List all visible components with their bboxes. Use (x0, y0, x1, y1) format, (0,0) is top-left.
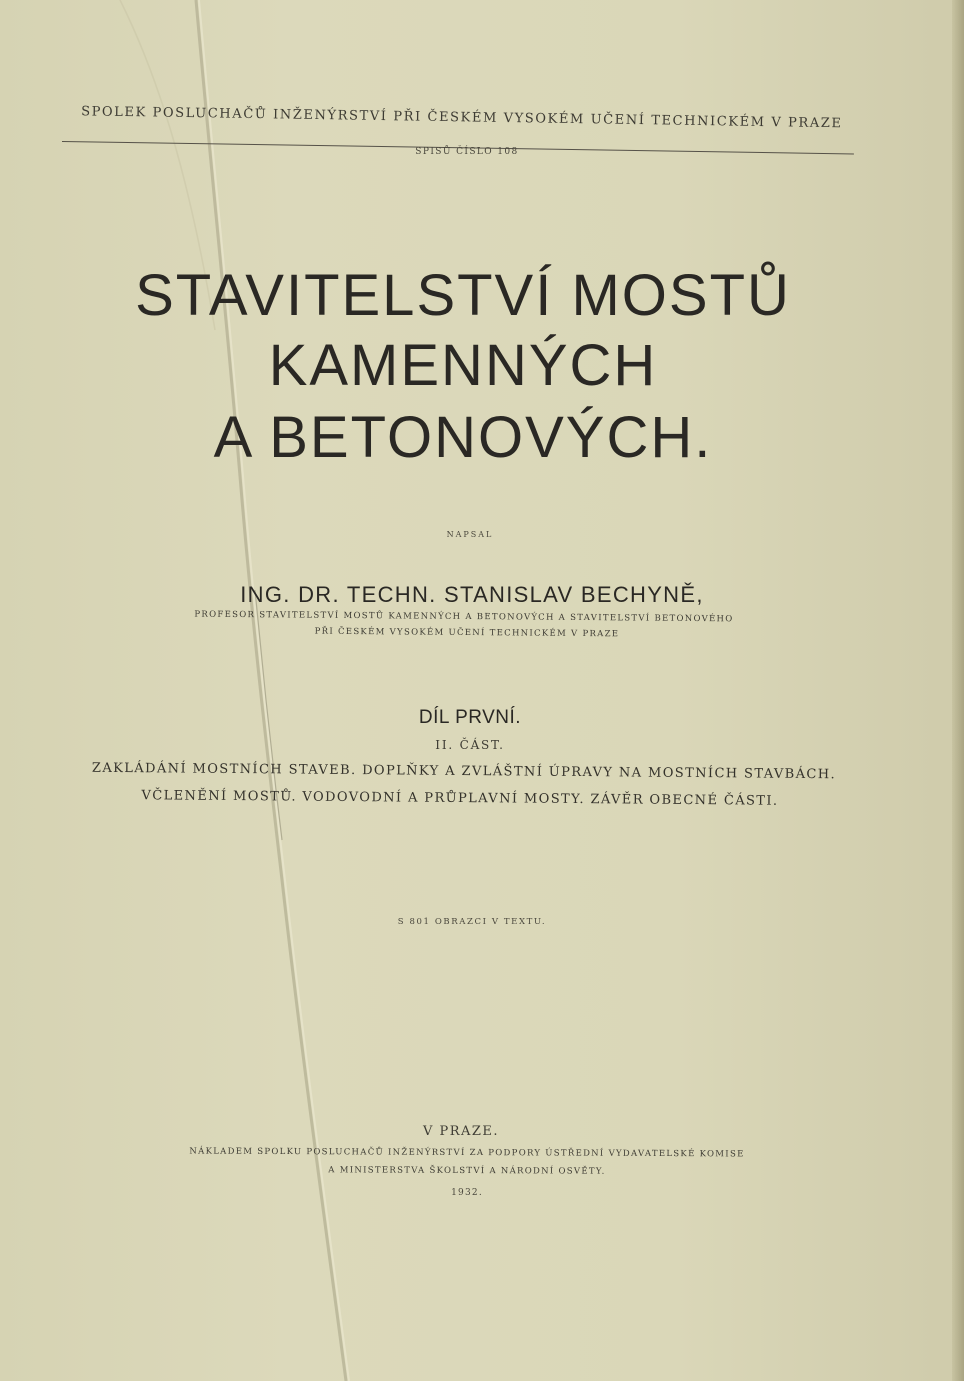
publication-year: 1932. (451, 1188, 483, 1198)
figures-note: S 801 OBRAZCI V TEXTU. (397, 917, 547, 927)
book-title-line-1: STAVITELSTVÍ MOSTŮ (135, 263, 791, 328)
book-title-line-3: A BETONOVÝCH. (213, 405, 713, 470)
contents-line-1: ZAKLÁDÁNÍ MOSTNÍCH STAVEB. DOPLŇKY A ZVLÁŠTNÍ ÚPRAVY NA MOSTNÍCH STAVBÁCH. (91, 760, 837, 783)
contents-line-2: VČLENĚNÍ MOSTŮ. VODOVODNÍ A PRŮPLAVNÍ MOSTY. ZÁVĚR OBECNÉ ČÁSTI. (141, 788, 779, 809)
book-title-line-2: KAMENNÝCH (268, 333, 658, 398)
publisher-line-2: A MINISTERSTVA ŠKOLSTVÍ A NÁRODNÍ OSVĚTY. (328, 1165, 606, 1177)
author-position-line-2: PŘI ČESKÉM VYSOKÉM UČENÍ TECHNICKÉM V PRAZE (314, 626, 620, 640)
page-edge (952, 0, 964, 1381)
imprint-city: V PRAZE. (422, 1124, 500, 1139)
author-position-line-1: PROFESOR STAVITELSTVÍ MOSTŮ KAMENNÝCH A BETONOVÝCH A STAVITELSTVÍ BETONOVÉHO (194, 609, 734, 625)
volume-part: DÍL PRVNÍ. (418, 707, 522, 728)
volume-section: II. ČÁST. (435, 738, 505, 752)
publisher-line-1: NÁKLADEM SPOLKU POSLUCHAČŮ INŽENÝRSTVÍ ZA PODPORY ÚSTŘEDNÍ VYDAVATELSKÉ KOMISE (189, 1146, 745, 1160)
written-by-label: NAPSAL (446, 530, 494, 539)
author-name: ING. DR. TECHN. STANISLAV BECHYNĚ, (240, 582, 704, 607)
society-heading: SPOLEK POSLUCHAČŮ INŽENÝRSTVÍ PŘI ČESKÉM VYSOKÉM UČENÍ TECHNICKÉM V PRAZE (81, 104, 843, 132)
series-number: SPISŮ ČÍSLO 108 (415, 147, 519, 157)
